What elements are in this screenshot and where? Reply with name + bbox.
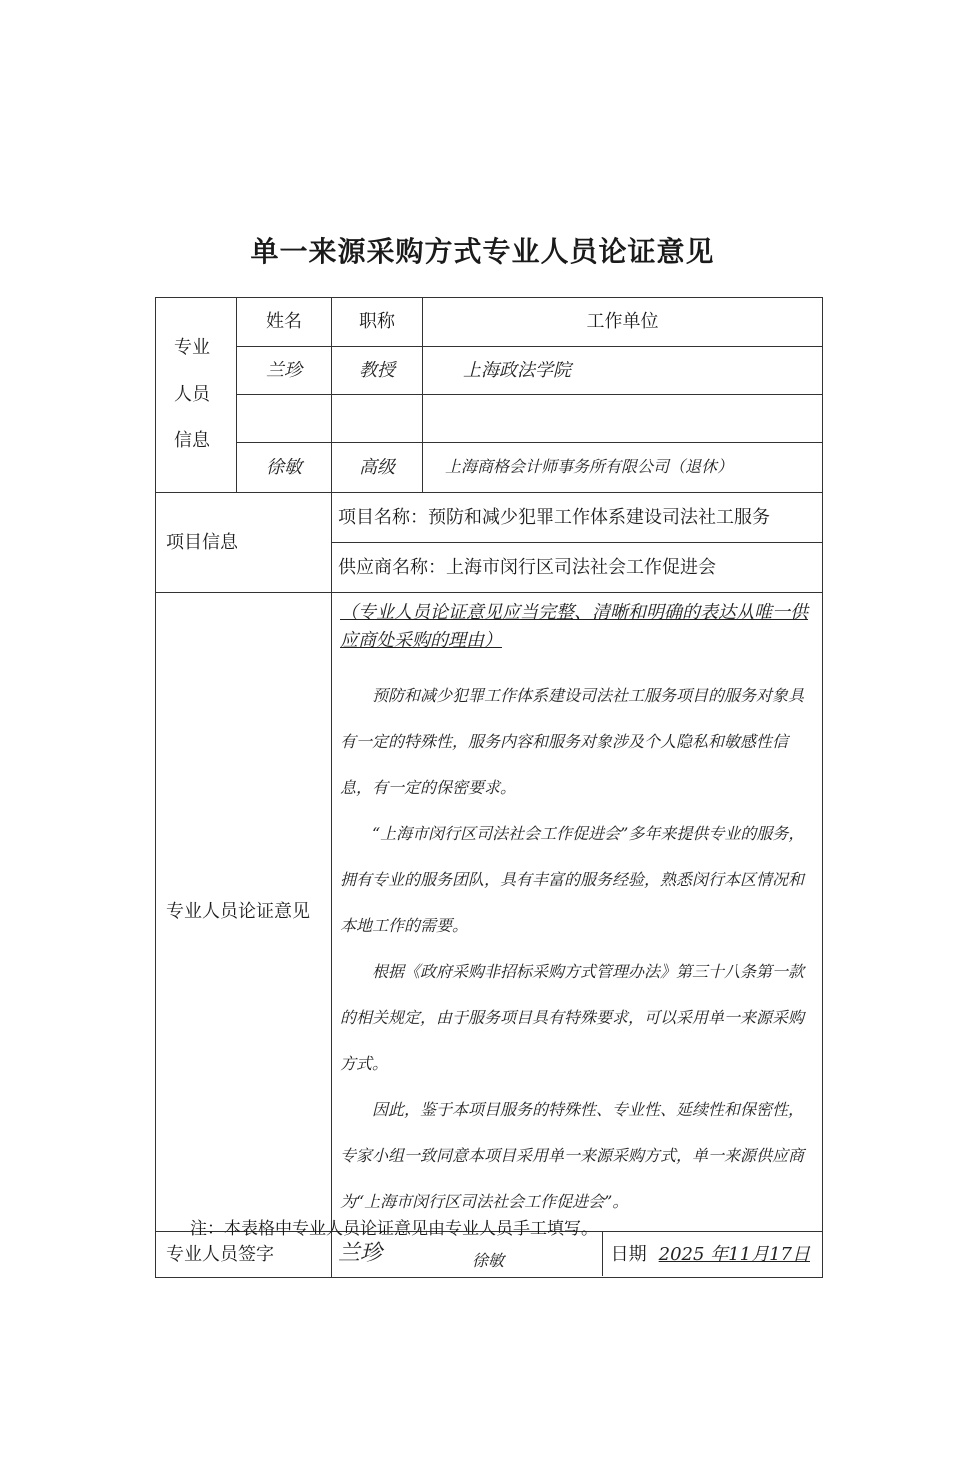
expert-unit: 上海政法学院 (423, 347, 823, 395)
date-block (602, 1232, 816, 1276)
footnote: 注：本表格中专业人员论证意见由专业人员手工填写。 (190, 1219, 598, 1239)
project-name: 项目名称：预防和减少犯罪工作体系建设司法社工服务 (332, 493, 823, 543)
expert-name (237, 395, 332, 443)
signature-label: 专业人员签字 (156, 1231, 332, 1277)
project-section-label: 项目信息 (156, 493, 332, 593)
opinion-paragraph: 因此，鉴于本项目服务的特殊性、专业性、延续性和保密性，专家小组一致同意本项目采用单一来源采购方式，单一来源供应商为“上海市闵行区司法社会工作促进会”。 (340, 1099, 805, 1211)
document-title: 单一来源采购方式专业人员论证意见 (250, 235, 715, 268)
opinion-content (332, 593, 823, 1232)
experts-section-cell (156, 298, 237, 493)
expert-unit: 上海商格会计师事务所有限公司（退休） (423, 443, 823, 493)
expert-row (156, 395, 823, 443)
header-row (156, 298, 823, 347)
expert-title: 教授 (332, 347, 423, 395)
expert-name: 徐敏 (237, 443, 332, 493)
opinion-paragraph: “上海市闵行区司法社会工作促进会”多年来提供专业的服务，拥有专业的服务团队，具有丰富的服务经验，熟悉闵行本区情况和本地工作的需要。 (340, 823, 805, 935)
expert-name: 兰珍 (237, 347, 332, 395)
date-label: 日期 (610, 1243, 647, 1265)
expert-row (156, 347, 823, 395)
signer-1-signature: 兰珍 (338, 1240, 383, 1266)
opinion-row (156, 593, 823, 1232)
title-header: 职称 (332, 298, 423, 347)
evaluation-form-table (155, 297, 823, 1278)
opinion-instruction: （专业人员论证意见应当完整、清晰和明确的表达从唯一供应商处采购的理由） (340, 602, 808, 651)
opinion-paragraph: 根据《政府采购非招标采购方式管理办法》第三十八条第一款的相关规定，由于服务项目具有特殊要求，可以采用单一来源采购方式。 (340, 961, 805, 1073)
opinion-paragraph: 预防和减少犯罪工作体系建设司法社工服务项目的服务对象具有一定的特殊性，服务内容和服务对象涉及个人隐私和敏感性信息，有一定的保密要求。 (340, 685, 805, 797)
name-header: 姓名 (237, 298, 332, 347)
expert-unit (423, 395, 823, 443)
opinion-label: 专业人员论证意见 (156, 593, 332, 1232)
signer-2-signature: 徐敏 (472, 1250, 505, 1270)
experts-section-label: 专业人员信息 (174, 336, 210, 452)
supplier-name: 供应商名称：上海市闵行区司法社会工作促进会 (332, 543, 823, 593)
expert-title: 高级 (332, 443, 423, 493)
expert-title (332, 395, 423, 443)
project-name-row (156, 493, 823, 543)
expert-row (156, 443, 823, 493)
date-value: 2025 年11月17日 (658, 1243, 810, 1265)
unit-header: 工作单位 (423, 298, 823, 347)
